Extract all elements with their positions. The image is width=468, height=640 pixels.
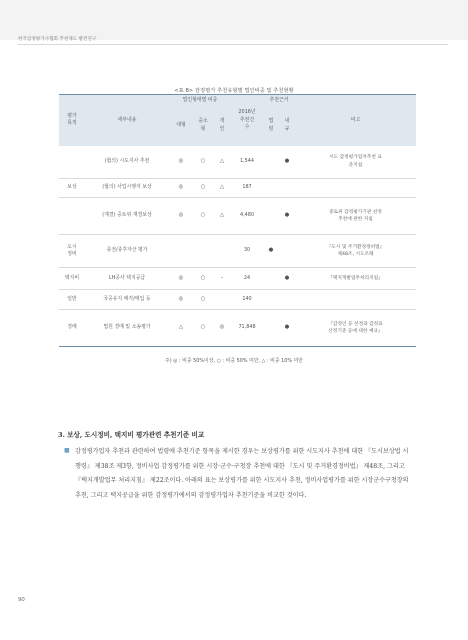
cell-internal: ● — [284, 158, 290, 164]
cell-note: 『택지개발업무처리지침』 — [328, 275, 383, 281]
cell-mid: ○ — [200, 212, 206, 219]
cell-count: 24 — [243, 274, 251, 281]
cell-type — [59, 146, 85, 179]
cell-count: 71,848 — [238, 324, 256, 331]
cell-law: ● — [268, 247, 274, 254]
cell-note — [295, 290, 416, 310]
header-detail: 세부내용 — [85, 95, 169, 146]
running-header: 한국감정평가사협회 추천제도 발전연구 — [18, 37, 97, 42]
cell-note: 『감정인 등 선정과 감정료 산정기준 등에 대한 예규』 — [328, 321, 383, 334]
cell-internal — [279, 290, 295, 310]
cell-indiv: △ — [219, 212, 225, 219]
header-indiv: 개 인 — [219, 118, 225, 132]
cell-count: 30 — [243, 247, 251, 254]
table-row — [59, 235, 416, 268]
table-caption: <표 8> 감정평가 추천유형별 법인비중 및 추천현황 — [174, 88, 294, 94]
header-mid: 중소 형 — [198, 118, 208, 132]
cell-detail: 종전/종후자산 평가 — [106, 247, 148, 254]
cell-internal — [279, 179, 295, 198]
cell-type: 택지비 — [64, 274, 80, 281]
bullet-marker: ■ — [64, 447, 70, 454]
cell-large: ◎ — [178, 295, 184, 302]
cell-detail: (협의) 시도지사 추천 — [104, 158, 150, 164]
cell-detail: 국공유지 매각/매입 등 — [103, 295, 151, 302]
cell-type: 일반 — [67, 295, 77, 302]
table-row — [59, 198, 416, 235]
cell-detail: (협의) 사업시행자 보상 — [102, 184, 152, 191]
cell-mid: ○ — [200, 184, 206, 191]
cell-law — [263, 310, 279, 347]
header-law: 법 령 — [268, 118, 274, 132]
recommendation-table — [59, 94, 416, 347]
header-type: 평가 목적 — [59, 95, 85, 146]
cell-count: 140 — [242, 295, 252, 302]
cell-law — [263, 198, 279, 235]
cell-internal — [279, 235, 295, 268]
cell-type: 보상 — [67, 184, 77, 191]
header-rule — [18, 44, 448, 45]
cell-law — [263, 179, 279, 198]
cell-note: 『도시 및 주거환경정비법』 제48조, 시도조례 — [326, 244, 385, 257]
header-basis-group: 추천근거 — [263, 95, 295, 106]
cell-type — [59, 198, 85, 235]
cell-note — [295, 179, 416, 198]
cell-law — [263, 146, 279, 179]
cell-type: 도시 정비 — [67, 243, 77, 257]
cell-mid: ○ — [200, 158, 206, 164]
cell-type: 경매 — [67, 324, 77, 331]
top-bar — [0, 0, 468, 40]
cell-large: △ — [178, 324, 184, 331]
cell-mid — [193, 235, 213, 268]
cell-detail: (재결) 중토위 재결보상 — [102, 212, 152, 219]
header-share-group: 법인형태별 비중 — [169, 95, 231, 106]
cell-indiv — [213, 235, 231, 268]
cell-count: 187 — [242, 184, 252, 191]
table-row — [59, 310, 416, 347]
header-count-2016: 2016년 추천건 수 — [231, 95, 263, 146]
body-paragraph: 감정평가업자 추천과 관련하여 법령에 추천기준 항목을 제시한 경우는 보상평가를 위한 시도지사 추천에 대한 『도시보상법 시행령』 제38조 제3항, 정비사업 감정평가를 위한 시장·군수·구청장 추천에 대한 『도시 및 주거환경정비법』 제48조, 그리고 『택지개발업무 처리지침』 제22조이다. 아래의 표는 보상평가를 위한 시도지사 추천, 정비사업평가를 위한 시장군수구청장의 추천, 그리고 택지공급을 위한 감정평가에서의 감정평가업자 추천기준을 비교한 것이다. — [75, 448, 409, 499]
cell-mid: ○ — [200, 274, 206, 281]
cell-internal: ● — [284, 274, 290, 281]
cell-law — [263, 290, 279, 310]
cell-large: ◎ — [178, 274, 184, 281]
cell-mid: ○ — [200, 324, 206, 331]
cell-large: ◎ — [178, 184, 184, 191]
cell-large — [169, 235, 193, 268]
cell-indiv — [213, 290, 231, 310]
cell-law — [263, 268, 279, 290]
cell-mid: ○ — [200, 295, 206, 302]
cell-detail: LH공사 택지공급 — [108, 274, 146, 281]
cell-indiv: △ — [219, 158, 225, 164]
table-body — [59, 146, 416, 347]
cell-note: 시도 감정평가업자추천 표 준지침 — [329, 155, 382, 168]
cell-large: ◎ — [178, 212, 184, 219]
page-number: 90 — [18, 597, 25, 603]
cell-large: ◎ — [178, 158, 184, 164]
table-legend: 주) ◎ : 비중 50%이상, ○ : 비중 50% 미만, △ : 비중 10% 미만 — [164, 358, 304, 364]
section-title: 3. 보상, 도시정비, 택지비 평가관련 추천기준 비교 — [58, 431, 205, 439]
table-header — [59, 95, 416, 146]
table-row — [59, 290, 416, 310]
table-row — [59, 146, 416, 179]
cell-indiv: ◎ — [219, 324, 225, 331]
header-internal: 내 규 — [284, 118, 290, 132]
table-row — [59, 179, 416, 198]
table-row — [59, 268, 416, 290]
cell-detail: 법원 경매 및 소송평가 — [103, 324, 151, 331]
cell-indiv: △ — [219, 184, 225, 191]
cell-internal: ● — [284, 324, 290, 331]
header-large: 대형 — [176, 121, 186, 128]
cell-count: 4,480 — [239, 212, 254, 219]
cell-note: 중토위 감정평가기관 선정 추천에 관한 지침 — [329, 209, 382, 222]
header-note: 비고 — [295, 95, 416, 146]
cell-count: 1,544 — [239, 158, 254, 164]
cell-indiv: – — [220, 274, 224, 281]
cell-internal: ● — [284, 212, 290, 219]
